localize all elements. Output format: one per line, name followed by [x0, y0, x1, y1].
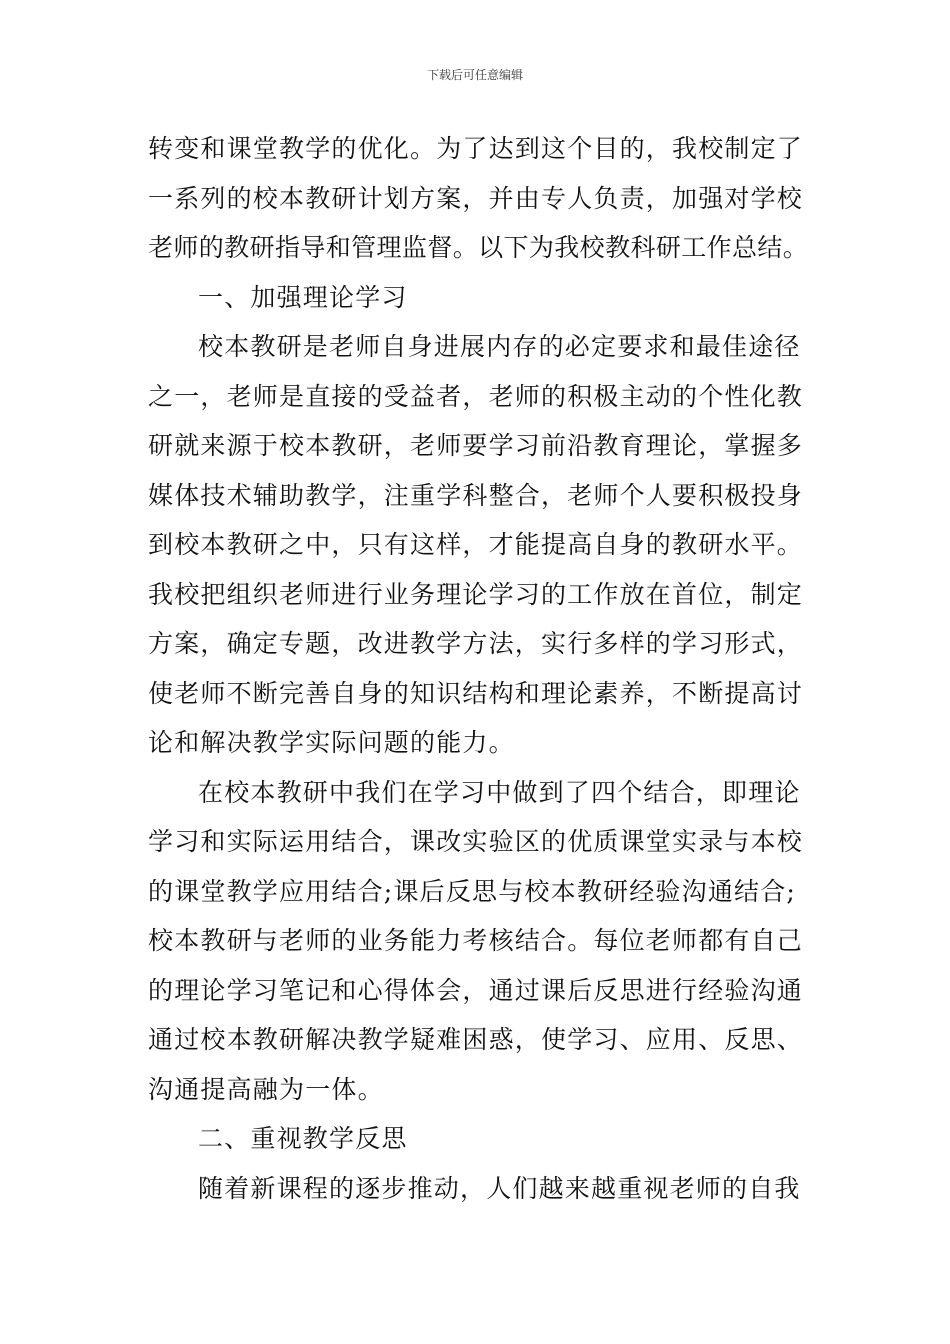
text-line: 通过校本教研解决教学疑难困惑，使学习、应用、反思、 — [148, 1025, 804, 1054]
text-line: 研就来源于校本教研，老师要学习前沿教育理论，掌握多 — [148, 431, 804, 460]
text-line: 之一，老师是直接的受益者，老师的积极主动的个性化教 — [148, 381, 804, 411]
text-line: 老师的教研指导和管理监督。以下为我校教科研工作总结。 — [148, 233, 809, 262]
document-body — [148, 124, 808, 1213]
text-line: 校本教研是老师自身进展内存的必定要求和最佳途径 — [198, 332, 801, 361]
page-header-note: 下载后可任意编辑 — [426, 68, 523, 82]
text-line: 随着新课程的逐步推动，人们越来越重视老师的自我 — [198, 1173, 801, 1203]
text-line: 在校本教研中我们在学习中做到了四个结合，即理论 — [198, 777, 801, 807]
text-line: 二、重视教学反思 — [198, 1124, 408, 1153]
text-line: 到校本教研之中，只有这样，才能提高自身的教研水平。 — [148, 530, 804, 559]
text-line: 我校把组织老师进行业务理论学习的工作放在首位，制定 — [148, 579, 804, 609]
text-line: 媒体技术辅助教学，注重学科整合，老师个人要积极投身 — [148, 480, 804, 510]
text-line: 校本教研与老师的业务能力考核结合。每位老师都有自己 — [148, 926, 804, 955]
text-line: 学习和实际运用结合，课改实验区的优质课堂实录与本校 — [148, 827, 804, 856]
text-line: 沟通提高融为一体。 — [148, 1074, 384, 1104]
text-line: 转变和课堂教学的优化。为了达到这个目的，我校制定了 — [148, 134, 804, 163]
text-line: 的理论学习笔记和心得体会，通过课后反思进行经验沟通 — [148, 975, 804, 1005]
text-line: 论和解决教学实际问题的能力。 — [148, 728, 515, 757]
text-line: 的课堂教学应用结合;课后反思与校本教研经验沟通结合; — [148, 876, 797, 906]
text-line: 使老师不断完善自身的知识结构和理论素养，不断提高讨 — [148, 678, 804, 708]
text-line: 方案，确定专题，改进教学方法，实行多样的学习形式， — [148, 629, 804, 658]
text-line: 一系列的校本教研计划方案，并由专人负责，加强对学校 — [148, 183, 804, 213]
text-line: 一、加强理论学习 — [198, 282, 408, 312]
